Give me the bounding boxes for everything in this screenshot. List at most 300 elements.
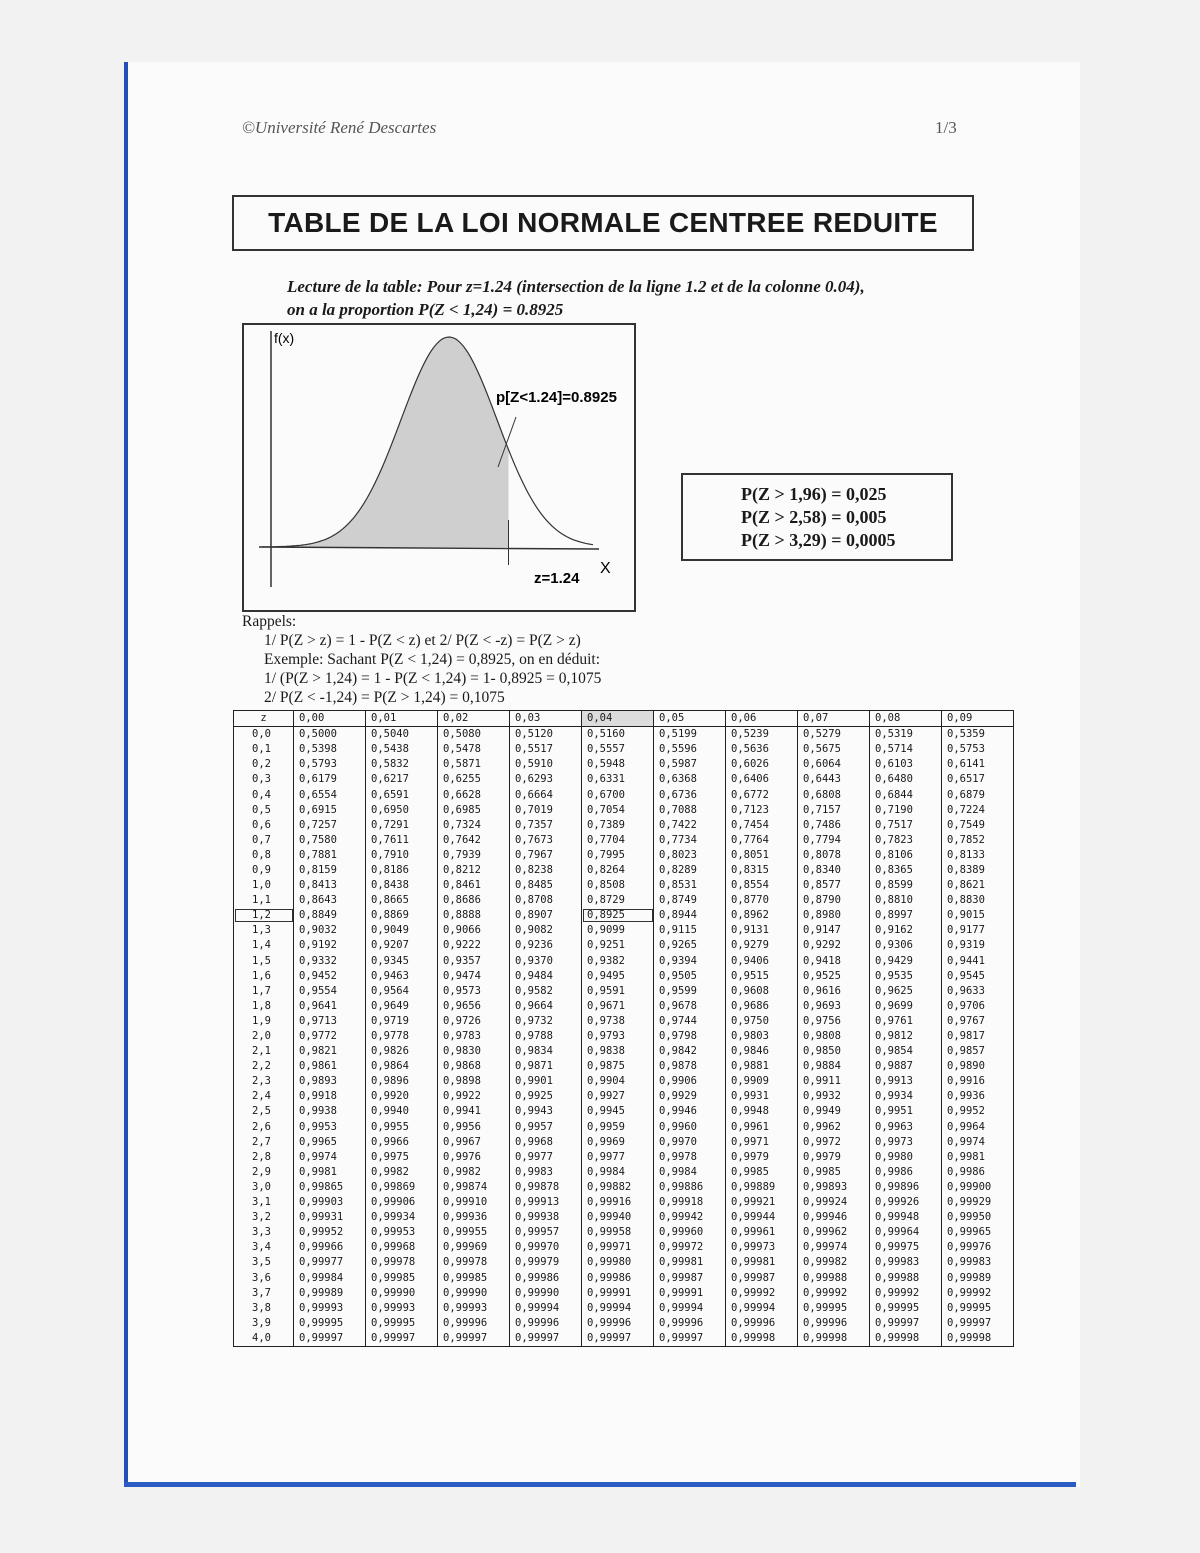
row-header: 3,7 <box>234 1286 294 1301</box>
normal-table-container <box>233 710 1013 1347</box>
table-row <box>234 923 1014 938</box>
table-cell: 0,99896 <box>870 1180 942 1195</box>
table-cell: 0,99994 <box>510 1301 582 1316</box>
table-cell: 0,9625 <box>870 984 942 999</box>
table-cell: 0,99986 <box>510 1270 582 1285</box>
row-header: 3,8 <box>234 1301 294 1316</box>
table-cell: 0,9984 <box>582 1165 654 1180</box>
table-cell: 0,99998 <box>870 1331 942 1347</box>
table-cell: 0,99950 <box>942 1210 1014 1225</box>
table-cell: 0,7224 <box>942 803 1014 818</box>
table-cell: 0,99996 <box>510 1316 582 1331</box>
table-cell: 0,9981 <box>294 1165 366 1180</box>
row-header: 0,4 <box>234 787 294 802</box>
table-cell: 0,9881 <box>726 1059 798 1074</box>
reading-line-2: on a la proportion P(Z < 1,24) = 0.8925 <box>287 300 564 319</box>
table-cell: 0,99882 <box>582 1180 654 1195</box>
table-cell: 0,99998 <box>798 1331 870 1347</box>
table-cell: 0,5753 <box>942 742 1014 757</box>
table-cell: 0,9015 <box>942 908 1014 923</box>
table-cell: 0,9952 <box>942 1104 1014 1119</box>
table-cell: 0,99893 <box>798 1180 870 1195</box>
table-cell: 0,7794 <box>798 833 870 848</box>
table-cell: 0,9656 <box>438 999 510 1014</box>
table-cell: 0,8531 <box>654 878 726 893</box>
table-cell: 0,99992 <box>870 1286 942 1301</box>
normal-curve-svg <box>244 325 634 610</box>
table-cell: 0,9986 <box>870 1165 942 1180</box>
table-cell: 0,7324 <box>438 818 510 833</box>
table-cell: 0,99989 <box>942 1270 1014 1285</box>
table-cell: 0,9985 <box>798 1165 870 1180</box>
table-cell: 0,9591 <box>582 984 654 999</box>
table-cell: 0,99921 <box>726 1195 798 1210</box>
rappels-title: Rappels: <box>242 613 297 630</box>
row-header: 2,9 <box>234 1165 294 1180</box>
table-cell: 0,9032 <box>294 923 366 938</box>
table-cell: 0,9955 <box>366 1120 438 1135</box>
table-cell: 0,9251 <box>582 938 654 953</box>
y-axis-label: f(x) <box>274 330 295 346</box>
table-cell: 0,9934 <box>870 1089 942 1104</box>
table-cell: 0,7389 <box>582 818 654 833</box>
row-header: 2,1 <box>234 1044 294 1059</box>
table-cell: 0,8485 <box>510 878 582 893</box>
table-cell: 0,99973 <box>726 1240 798 1255</box>
table-cell: 0,9192 <box>294 938 366 953</box>
annotation-label: p[Z<1.24]=0.8925 <box>496 389 617 406</box>
table-cell: 0,6255 <box>438 772 510 787</box>
row-header: 2,6 <box>234 1120 294 1135</box>
table-cell: 0,9803 <box>726 1029 798 1044</box>
table-row <box>234 1074 1014 1089</box>
critical-value-2: P(Z > 2,58) = 0,005 <box>741 506 887 527</box>
table-cell: 0,9686 <box>726 999 798 1014</box>
table-cell: 0,9916 <box>942 1074 1014 1089</box>
row-header: 1,1 <box>234 893 294 908</box>
table-cell: 0,9974 <box>294 1150 366 1165</box>
table-cell: 0,9616 <box>798 984 870 999</box>
row-header: 2,4 <box>234 1089 294 1104</box>
rappels-section <box>242 612 601 707</box>
table-row <box>234 863 1014 878</box>
shaded-area <box>262 337 509 547</box>
table-cell: 0,8810 <box>870 893 942 908</box>
table-cell: 0,9826 <box>366 1044 438 1059</box>
table-cell: 0,99998 <box>942 1331 1014 1347</box>
table-row <box>234 938 1014 953</box>
rappels-line-4: 2/ P(Z < -1,24) = P(Z > 1,24) = 0,1075 <box>264 689 505 706</box>
table-cell: 0,9966 <box>366 1135 438 1150</box>
table-cell: 0,9941 <box>438 1104 510 1119</box>
table-cell: 0,5120 <box>510 727 582 743</box>
table-cell: 0,9962 <box>798 1120 870 1135</box>
table-cell: 0,9956 <box>438 1120 510 1135</box>
table-cell: 0,9332 <box>294 954 366 969</box>
table-cell: 0,99869 <box>366 1180 438 1195</box>
table-cell: 0,7549 <box>942 818 1014 833</box>
table-cell: 0,99993 <box>366 1301 438 1316</box>
table-cell: 0,99985 <box>366 1270 438 1285</box>
table-cell: 0,99944 <box>726 1210 798 1225</box>
table-row <box>234 818 1014 833</box>
reading-instructions <box>287 275 947 321</box>
table-cell: 0,7642 <box>438 833 510 848</box>
table-row <box>234 1014 1014 1029</box>
table-cell: 0,6443 <box>798 772 870 787</box>
table-cell: 0,6141 <box>942 757 1014 772</box>
critical-value-3: P(Z > 3,29) = 0,0005 <box>741 529 896 550</box>
x-axis <box>259 547 599 549</box>
table-cell: 0,7422 <box>654 818 726 833</box>
table-cell: 0,5438 <box>366 742 438 757</box>
table-cell: 0,99983 <box>870 1255 942 1270</box>
table-cell: 0,6331 <box>582 772 654 787</box>
table-cell: 0,6736 <box>654 787 726 802</box>
table-cell: 0,9115 <box>654 923 726 938</box>
table-cell: 0,99979 <box>510 1255 582 1270</box>
table-cell: 0,7123 <box>726 803 798 818</box>
table-cell: 0,99931 <box>294 1210 366 1225</box>
table-cell: 0,9671 <box>582 999 654 1014</box>
table-cell: 0,99966 <box>294 1240 366 1255</box>
table-cell: 0,7088 <box>654 803 726 818</box>
row-header: 1,2 <box>234 908 294 923</box>
table-cell: 0,9968 <box>510 1135 582 1150</box>
table-cell: 0,9265 <box>654 938 726 953</box>
row-header: 2,5 <box>234 1104 294 1119</box>
table-cell: 0,9850 <box>798 1044 870 1059</box>
table-cell: 0,9945 <box>582 1104 654 1119</box>
column-header: 0,05 <box>654 711 726 727</box>
page-bottom-edge <box>124 1482 1076 1487</box>
table-cell: 0,6554 <box>294 787 366 802</box>
row-header: 3,3 <box>234 1225 294 1240</box>
row-header: 1,6 <box>234 969 294 984</box>
table-cell: 0,8238 <box>510 863 582 878</box>
table-cell: 0,99996 <box>582 1316 654 1331</box>
table-cell: 0,7517 <box>870 818 942 833</box>
table-cell: 0,9357 <box>438 954 510 969</box>
x-axis-label: X <box>600 560 611 577</box>
table-cell: 0,8389 <box>942 863 1014 878</box>
table-cell: 0,9920 <box>366 1089 438 1104</box>
table-cell: 0,9854 <box>870 1044 942 1059</box>
table-cell: 0,9838 <box>582 1044 654 1059</box>
table-cell: 0,99980 <box>582 1255 654 1270</box>
table-row <box>234 878 1014 893</box>
table-cell: 0,6664 <box>510 787 582 802</box>
table-cell: 0,5871 <box>438 757 510 772</box>
column-header: 0,03 <box>510 711 582 727</box>
table-cell: 0,6217 <box>366 772 438 787</box>
table-row <box>234 1286 1014 1301</box>
table-cell: 0,9382 <box>582 954 654 969</box>
table-cell: 0,99992 <box>726 1286 798 1301</box>
table-cell: 0,9738 <box>582 1014 654 1029</box>
rappels-line-3: 1/ (P(Z > 1,24) = 1 - P(Z < 1,24) = 1- 0,8925 = 0,1075 <box>264 670 602 687</box>
table-cell: 0,99995 <box>870 1301 942 1316</box>
row-header: 1,0 <box>234 878 294 893</box>
table-cell: 0,99983 <box>942 1255 1014 1270</box>
table-cell: 0,99984 <box>294 1270 366 1285</box>
table-cell: 0,9878 <box>654 1059 726 1074</box>
table-cell: 0,9812 <box>870 1029 942 1044</box>
table-cell: 0,99970 <box>510 1240 582 1255</box>
row-header: 2,0 <box>234 1029 294 1044</box>
table-row <box>234 1029 1014 1044</box>
table-cell: 0,9961 <box>726 1120 798 1135</box>
column-header: 0,04 <box>582 711 654 727</box>
table-cell: 0,7764 <box>726 833 798 848</box>
table-cell: 0,7881 <box>294 848 366 863</box>
column-header: 0,01 <box>366 711 438 727</box>
table-cell: 0,99934 <box>366 1210 438 1225</box>
table-cell: 0,99992 <box>798 1286 870 1301</box>
table-cell: 0,99988 <box>870 1270 942 1285</box>
table-cell: 0,5987 <box>654 757 726 772</box>
table-cell: 0,7734 <box>654 833 726 848</box>
table-cell: 0,9946 <box>654 1104 726 1119</box>
table-cell: 0,7967 <box>510 848 582 863</box>
table-cell: 0,5199 <box>654 727 726 743</box>
table-cell: 0,99997 <box>438 1331 510 1347</box>
column-header: 0,00 <box>294 711 366 727</box>
table-cell: 0,7019 <box>510 803 582 818</box>
table-cell: 0,99977 <box>294 1255 366 1270</box>
table-cell: 0,9861 <box>294 1059 366 1074</box>
table-cell: 0,9980 <box>870 1150 942 1165</box>
table-cell: 0,9394 <box>654 954 726 969</box>
row-header: 4,0 <box>234 1331 294 1347</box>
column-header: 0,02 <box>438 711 510 727</box>
table-cell: 0,99997 <box>654 1331 726 1347</box>
table-cell: 0,8907 <box>510 908 582 923</box>
table-cell: 0,99996 <box>438 1316 510 1331</box>
table-cell: 0,99957 <box>510 1225 582 1240</box>
table-cell: 0,7580 <box>294 833 366 848</box>
table-cell: 0,9772 <box>294 1029 366 1044</box>
table-cell: 0,9808 <box>798 1029 870 1044</box>
table-cell: 0,6406 <box>726 772 798 787</box>
row-header: 0,7 <box>234 833 294 848</box>
table-cell: 0,9484 <box>510 969 582 984</box>
table-cell: 0,9971 <box>726 1135 798 1150</box>
table-cell: 0,9306 <box>870 938 942 953</box>
table-cell: 0,9049 <box>366 923 438 938</box>
table-row <box>234 1316 1014 1331</box>
table-row <box>234 833 1014 848</box>
table-cell: 0,9938 <box>294 1104 366 1119</box>
table-cell: 0,7704 <box>582 833 654 848</box>
row-header: 0,6 <box>234 818 294 833</box>
table-cell: 0,9834 <box>510 1044 582 1059</box>
z-label: z=1.24 <box>534 570 580 587</box>
table-cell: 0,99910 <box>438 1195 510 1210</box>
table-cell: 0,9292 <box>798 938 870 953</box>
table-cell: 0,99997 <box>510 1331 582 1347</box>
table-cell: 0,9693 <box>798 999 870 1014</box>
table-cell: 0,7054 <box>582 803 654 818</box>
table-cell: 0,9931 <box>726 1089 798 1104</box>
row-header: 1,4 <box>234 938 294 953</box>
table-cell: 0,7257 <box>294 818 366 833</box>
row-header: 0,1 <box>234 742 294 757</box>
table-cell: 0,7486 <box>798 818 870 833</box>
row-header: 3,9 <box>234 1316 294 1331</box>
table-cell: 0,8315 <box>726 863 798 878</box>
table-cell: 0,99971 <box>582 1240 654 1255</box>
table-cell: 0,99938 <box>510 1210 582 1225</box>
table-row <box>234 1331 1014 1347</box>
table-cell: 0,9967 <box>438 1135 510 1150</box>
table-cell: 0,9949 <box>798 1104 870 1119</box>
table-row <box>234 1120 1014 1135</box>
table-cell: 0,8133 <box>942 848 1014 863</box>
table-cell: 0,99987 <box>726 1270 798 1285</box>
table-cell: 0,99961 <box>726 1225 798 1240</box>
table-cell: 0,9830 <box>438 1044 510 1059</box>
table-cell: 0,9976 <box>438 1150 510 1165</box>
table-cell: 0,99985 <box>438 1270 510 1285</box>
column-header: 0,06 <box>726 711 798 727</box>
table-cell: 0,8849 <box>294 908 366 923</box>
table-row <box>234 1165 1014 1180</box>
table-cell: 0,9599 <box>654 984 726 999</box>
table-cell: 0,9236 <box>510 938 582 953</box>
table-cell: 0,8830 <box>942 893 1014 908</box>
table-cell: 0,99974 <box>798 1240 870 1255</box>
table-cell: 0,5517 <box>510 742 582 757</box>
table-cell: 0,6591 <box>366 787 438 802</box>
table-cell: 0,6700 <box>582 787 654 802</box>
table-cell: 0,9943 <box>510 1104 582 1119</box>
row-header: 0,8 <box>234 848 294 863</box>
table-cell: 0,9982 <box>366 1165 438 1180</box>
table-cell: 0,8729 <box>582 893 654 908</box>
table-cell: 0,7939 <box>438 848 510 863</box>
page-number: 1/3 <box>935 118 957 137</box>
table-cell: 0,5596 <box>654 742 726 757</box>
table-cell: 0,5636 <box>726 742 798 757</box>
table-cell: 0,7995 <box>582 848 654 863</box>
table-cell: 0,9649 <box>366 999 438 1014</box>
table-cell: 0,9664 <box>510 999 582 1014</box>
column-header: 0,09 <box>942 711 1014 727</box>
table-row <box>234 893 1014 908</box>
table-cell: 0,9726 <box>438 1014 510 1029</box>
table-cell: 0,99976 <box>942 1240 1014 1255</box>
table-cell: 0,9913 <box>870 1074 942 1089</box>
table-cell: 0,5080 <box>438 727 510 743</box>
table-cell: 0,9898 <box>438 1074 510 1089</box>
table-cell: 0,99929 <box>942 1195 1014 1210</box>
table-corner-header: z <box>234 711 294 727</box>
table-cell: 0,7190 <box>870 803 942 818</box>
table-cell: 0,9452 <box>294 969 366 984</box>
table-cell: 0,9535 <box>870 969 942 984</box>
table-cell: 0,9842 <box>654 1044 726 1059</box>
table-cell: 0,9890 <box>942 1059 1014 1074</box>
table-cell: 0,6368 <box>654 772 726 787</box>
table-row <box>234 1089 1014 1104</box>
table-cell: 0,99955 <box>438 1225 510 1240</box>
table-row <box>234 908 1014 923</box>
table-row <box>234 757 1014 772</box>
table-cell: 0,99995 <box>294 1316 366 1331</box>
table-cell: 0,9474 <box>438 969 510 984</box>
table-cell: 0,9896 <box>366 1074 438 1089</box>
table-cell: 0,5948 <box>582 757 654 772</box>
row-header: 1,5 <box>234 954 294 969</box>
table-cell: 0,9515 <box>726 969 798 984</box>
table-cell: 0,5000 <box>294 727 366 743</box>
table-cell: 0,8665 <box>366 893 438 908</box>
table-cell: 0,9778 <box>366 1029 438 1044</box>
table-cell: 0,7823 <box>870 833 942 848</box>
table-cell: 0,99975 <box>870 1240 942 1255</box>
table-cell: 0,99988 <box>798 1270 870 1285</box>
table-cell: 0,9406 <box>726 954 798 969</box>
row-header: 2,2 <box>234 1059 294 1074</box>
table-cell: 0,99946 <box>798 1210 870 1225</box>
table-row <box>234 1270 1014 1285</box>
critical-values-box <box>681 473 953 561</box>
table-cell: 0,8643 <box>294 893 366 908</box>
table-cell: 0,5557 <box>582 742 654 757</box>
table-row <box>234 742 1014 757</box>
table-cell: 0,9732 <box>510 1014 582 1029</box>
table-cell: 0,7852 <box>942 833 1014 848</box>
table-cell: 0,9564 <box>366 984 438 999</box>
table-row <box>234 727 1014 743</box>
page-title: TABLE DE LA LOI NORMALE CENTREE REDUITE <box>268 207 938 238</box>
table-row <box>234 1195 1014 1210</box>
table-cell: 0,9857 <box>942 1044 1014 1059</box>
table-cell: 0,99903 <box>294 1195 366 1210</box>
table-cell: 0,6808 <box>798 787 870 802</box>
table-cell: 0,7291 <box>366 818 438 833</box>
table-cell: 0,8944 <box>654 908 726 923</box>
table-cell: 0,9957 <box>510 1120 582 1135</box>
table-row <box>234 1150 1014 1165</box>
row-header: 1,9 <box>234 1014 294 1029</box>
table-cell: 0,99997 <box>870 1316 942 1331</box>
table-cell: 0,8078 <box>798 848 870 863</box>
table-cell: 0,99993 <box>294 1301 366 1316</box>
table-cell: 0,9975 <box>366 1150 438 1165</box>
table-cell: 0,99964 <box>870 1225 942 1240</box>
table-cell: 0,8438 <box>366 878 438 893</box>
table-cell: 0,9985 <box>726 1165 798 1180</box>
row-header: 2,7 <box>234 1135 294 1150</box>
table-cell: 0,9429 <box>870 954 942 969</box>
table-cell: 0,99965 <box>942 1225 1014 1240</box>
table-cell: 0,9099 <box>582 923 654 938</box>
row-header: 3,6 <box>234 1270 294 1285</box>
critical-value-1: P(Z > 1,96) = 0,025 <box>741 483 887 504</box>
table-cell: 0,99889 <box>726 1180 798 1195</box>
table-row <box>234 1210 1014 1225</box>
table-cell: 0,99918 <box>654 1195 726 1210</box>
table-cell: 0,99968 <box>366 1240 438 1255</box>
table-cell: 0,99995 <box>798 1301 870 1316</box>
table-cell: 0,7157 <box>798 803 870 818</box>
table-cell: 0,8365 <box>870 863 942 878</box>
table-cell: 0,99940 <box>582 1210 654 1225</box>
table-cell: 0,7673 <box>510 833 582 848</box>
table-cell: 0,9940 <box>366 1104 438 1119</box>
